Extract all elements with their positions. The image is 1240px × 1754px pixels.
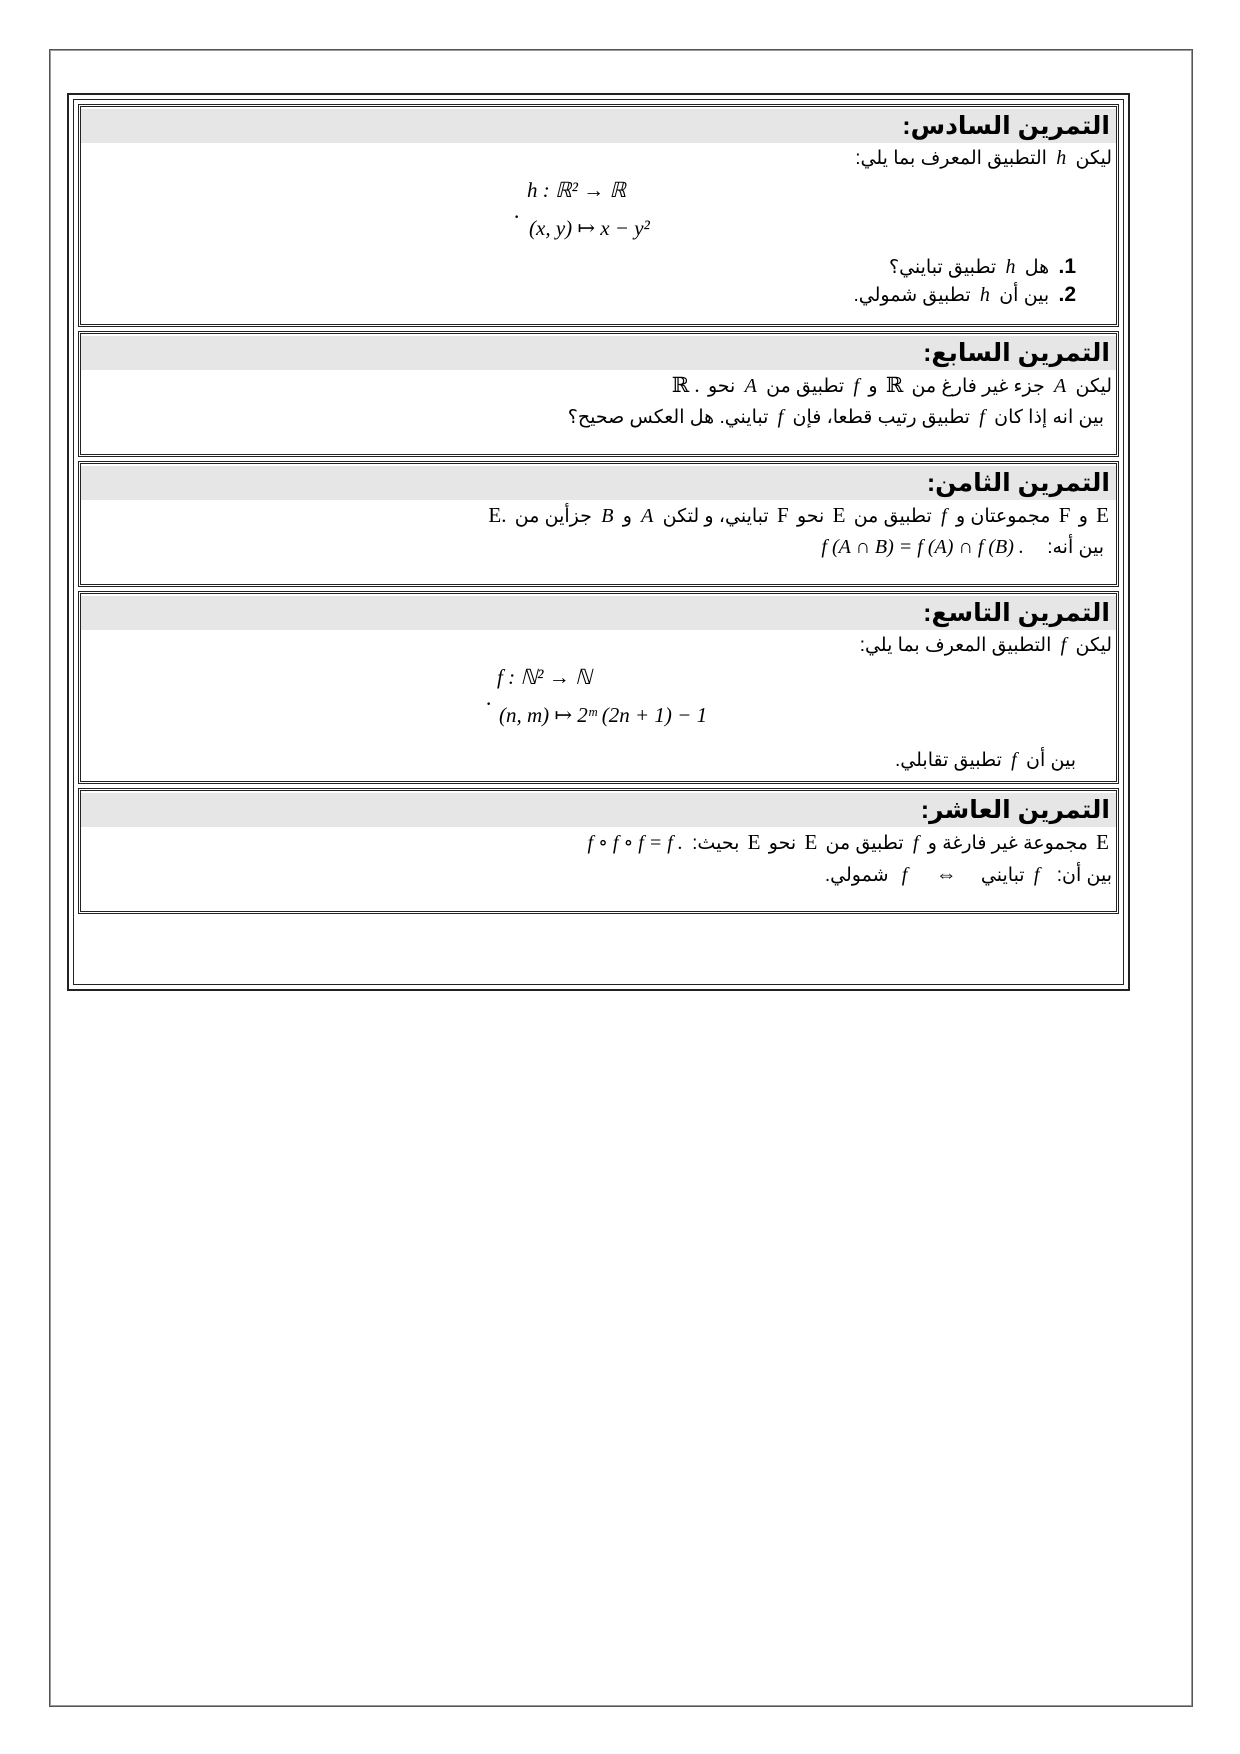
math-var: h (1056, 147, 1067, 169)
exercise-question: بين أن f تطبيق تقابلي. (895, 749, 1076, 771)
exercise-6 (78, 104, 1119, 327)
formula-line-2: (n, m) ↦ 2ᵐ (2n + 1) − 1 (499, 703, 708, 727)
composition-equation: f ∘ f ∘ f = f . (587, 832, 683, 854)
exercise-8 (78, 461, 1119, 587)
formula-line-2: (x, y) ↦ x − y² (529, 216, 650, 240)
function-definition (85, 661, 1112, 739)
exercise-title: التمرين السابع: (81, 336, 1116, 370)
question-1: 1. هل h تطبيق تبايني؟ (888, 255, 1076, 278)
exercise-title: التمرين العاشر: (81, 793, 1116, 827)
exercise-7 (78, 331, 1119, 457)
set-equation: f (A ∩ B) = f (A) ∩ f (B) . (821, 536, 1024, 558)
exercises-frame (67, 93, 1130, 991)
exercise-intro: ليكن f التطبيق المعرف بما يلي: (859, 634, 1112, 656)
exercise-10 (78, 788, 1119, 914)
exercise-question: بين أن: f تبايني ⇔ f شمولي. (85, 859, 1112, 891)
exercise-statement: ليكن A جزء غير فارغ من ℝ و f تطبيق من A نحو ℝ . (671, 373, 1112, 397)
exercise-statement: E مجموعة غير فارغة و f تطبيق من E نحو E بحيث: f ∘ f ∘ f = f . (85, 827, 1112, 859)
formula-dot: · (485, 691, 493, 716)
exercise-question: بين أنه: f (A ∩ B) = f (A) ∩ f (B) . (85, 532, 1112, 563)
exercise-title: التمرين السادس: (81, 109, 1116, 143)
equivalence-symbol: ⇔ (935, 862, 957, 886)
exercise-title: التمرين التاسع: (81, 596, 1116, 630)
formula-line-1: f : ℕ² → ℕ (497, 665, 592, 689)
exercise-question: بين انه إذا كان f تطبيق رتيب قطعا، فإن f تبايني. هل العكس صحيح؟ (567, 406, 1104, 428)
formula-line-1: h : ℝ² → ℝ (527, 178, 627, 202)
exercise-statement: E و F مجموعتان و f تطبيق من E نحو F تبايني، و لتكن A و B جزأين من E. (488, 503, 1109, 527)
exercise-intro: ليكن h التطبيق المعرف بما يلي: (85, 143, 1112, 174)
function-definition (85, 174, 1112, 252)
question-2: 2. بين أن h تطبيق شمولي. (853, 283, 1076, 306)
exercise-9 (78, 591, 1119, 784)
formula-dot: · (513, 204, 521, 229)
exercise-title: التمرين الثامن: (81, 466, 1116, 500)
exercises-list (73, 99, 1124, 985)
